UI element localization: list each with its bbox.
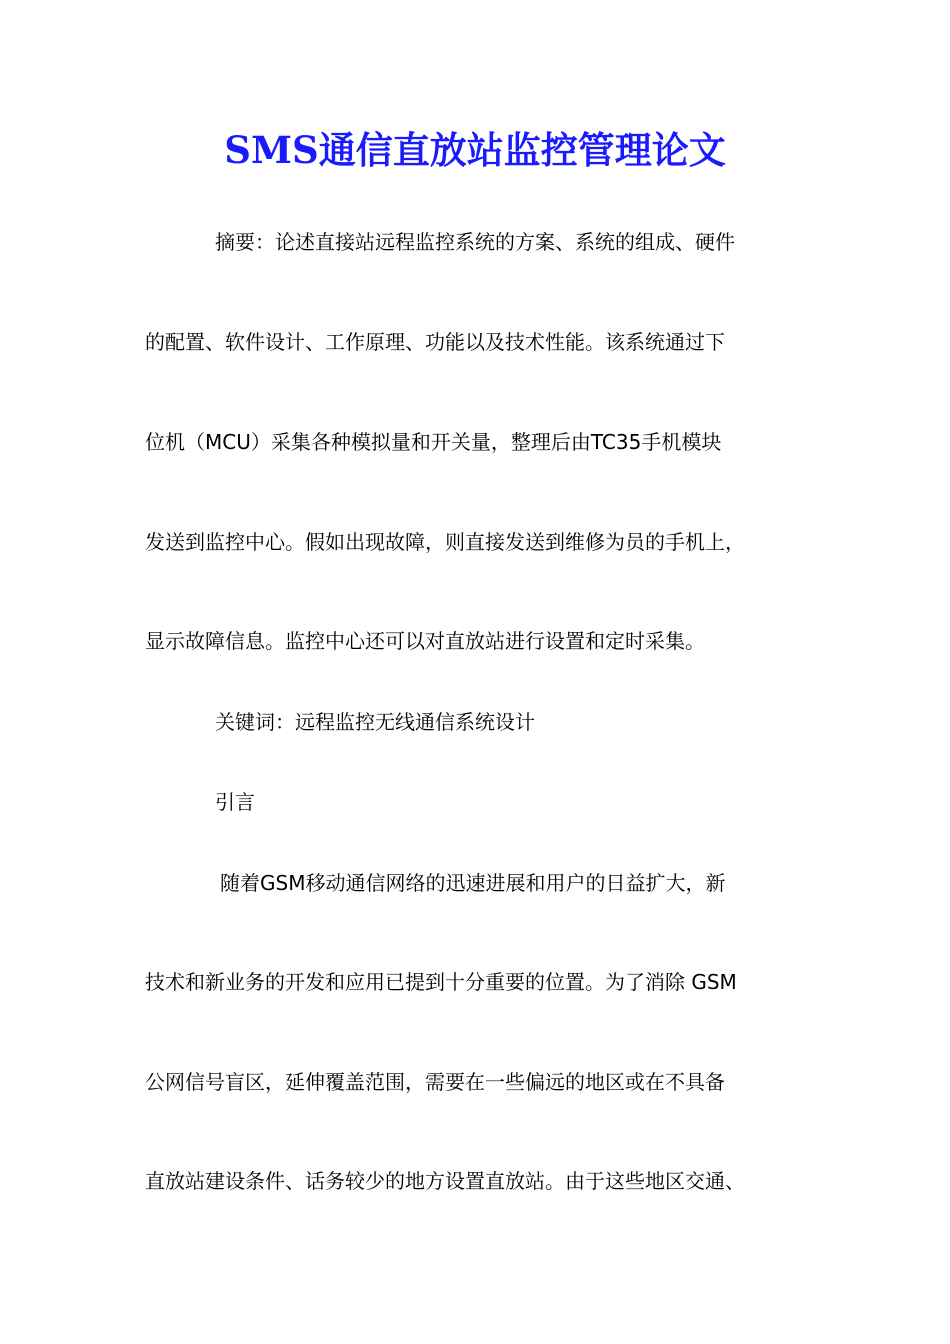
section-heading: 引言 xyxy=(215,790,255,814)
intro-line: 公网信号盲区，延伸覆盖范围，需要在一些偏远的地区或在不具备 xyxy=(145,1070,725,1094)
intro-line: 直放站建设条件、话务较少的地方设置直放站。由于这些地区交通、 xyxy=(145,1169,745,1193)
document-title: SMS通信直放站监控管理论文 xyxy=(224,128,726,172)
intro-line: 技术和新业务的开发和应用已提到十分重要的位置。为了消除 GSM xyxy=(145,970,737,994)
abstract-line: 位机（MCU）采集各种模拟量和开关量，整理后由TC35手机模块 xyxy=(145,430,722,454)
intro-line: 随着GSM移动通信网络的迅速进展和用户的日益扩大，新 xyxy=(220,871,726,895)
abstract-line: 的配置、软件设计、工作原理、功能以及技术性能。该系统通过下 xyxy=(145,330,725,354)
abstract-line: 摘要：论述直接站远程监控系统的方案、系统的组成、硬件 xyxy=(215,230,735,254)
abstract-line: 发送到监控中心。假如出现故障，则直接发送到维修为员的手机上， xyxy=(145,530,745,554)
abstract-line: 显示故障信息。监控中心还可以对直放站进行设置和定时采集。 xyxy=(145,629,705,653)
keywords-line: 关键词：远程监控无线通信系统设计 xyxy=(215,710,535,734)
